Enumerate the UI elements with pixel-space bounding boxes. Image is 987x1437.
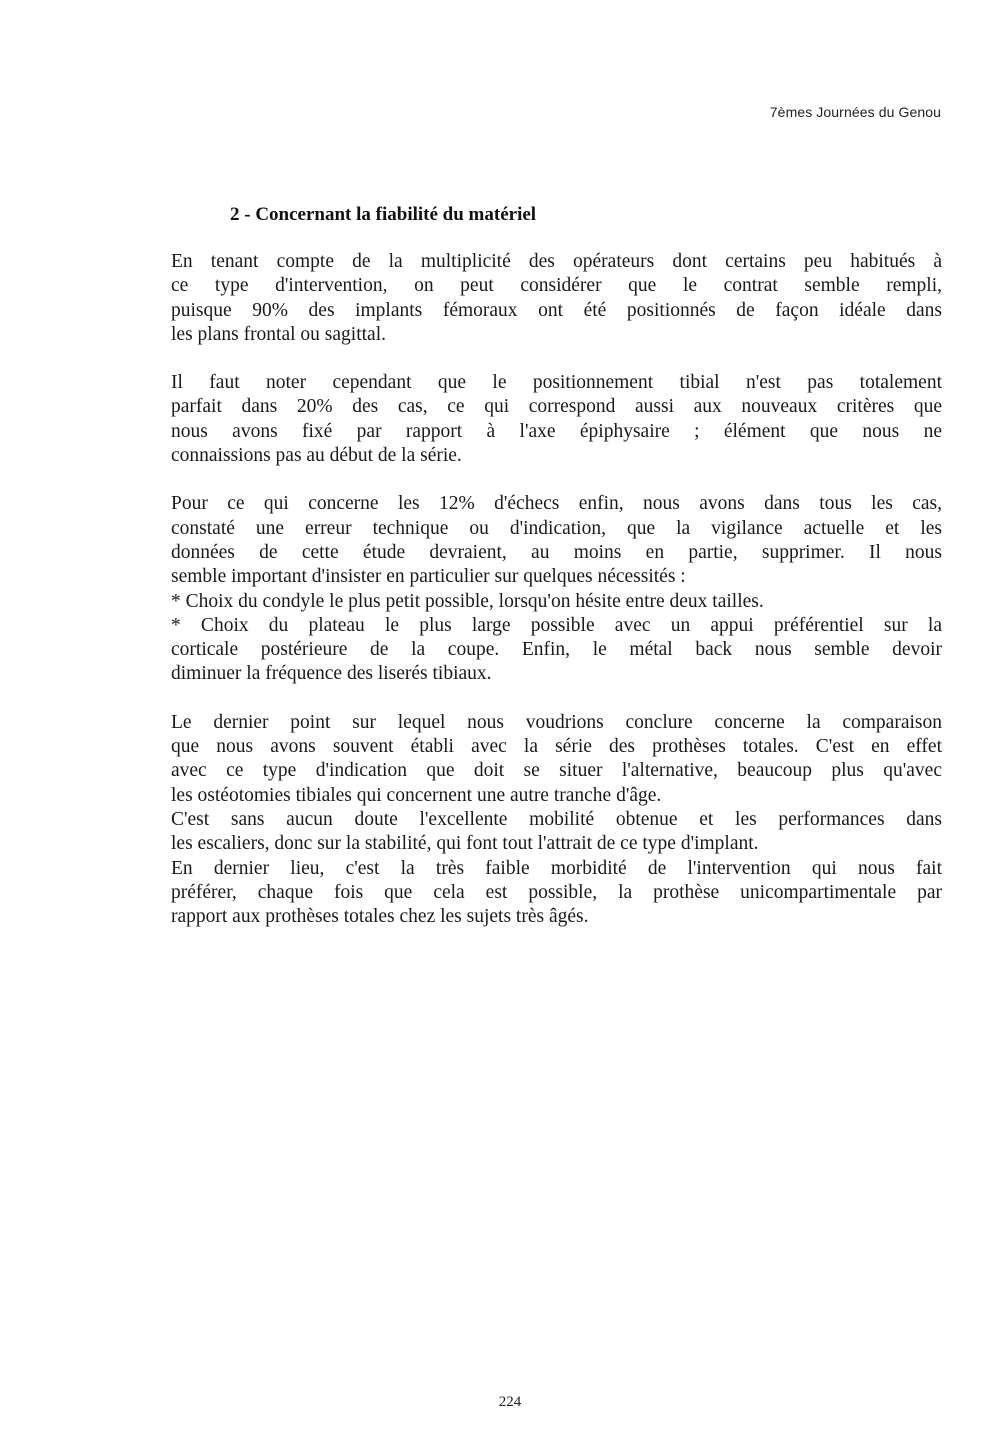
text-line: données de cette étude devraient, au moins en partie, supprimer. Il nous <box>171 541 942 563</box>
text-line: nous avons fixé par rapport à l'axe épiphysaire ; élément que nous ne <box>171 420 942 442</box>
text-line: En tenant compte de la multiplicité des opérateurs dont certains peu habitués à <box>171 251 942 272</box>
text-line: semble important d'insister en particulier sur quelques nécessités : <box>171 566 686 588</box>
running-header: 7èmes Journées du Genou <box>769 104 941 120</box>
text-line: Le dernier point sur lequel nous voudrions conclure concerne la comparaison <box>171 711 942 733</box>
bullet-item: * Choix du plateau le plus large possible avec un appui préférentiel sur la <box>171 614 942 636</box>
text-line: connaissions pas au début de la série. <box>171 445 462 467</box>
text-line: Pour ce qui concerne les 12% d'échecs enfin, nous avons dans tous les cas, <box>171 493 942 515</box>
paragraph-1 <box>171 250 942 347</box>
text-line: préférer, chaque fois que cela est possible, la prothèse unicompartimentale par <box>171 881 942 903</box>
text-line: diminuer la fréquence des liserés tibiaux. <box>171 663 492 685</box>
text-line: que nous avons souvent établi avec la série des prothèses totales. C'est en effet <box>171 736 942 758</box>
text-line: parfait dans 20% des cas, ce qui correspond aussi aux nouveaux critères que <box>171 396 942 418</box>
paragraph-2 <box>171 371 942 468</box>
paragraph-4 <box>171 711 942 930</box>
body-text <box>171 250 942 953</box>
text-line: En dernier lieu, c'est la très faible morbidité de l'intervention qui nous fait <box>171 857 942 879</box>
text-line: les escaliers, donc sur la stabilité, qui font tout l'attrait de ce type d'implant. <box>171 833 759 855</box>
section-title: 2 - Concernant la fiabilité du matériel <box>230 204 537 225</box>
text-line: avec ce type d'indication que doit se situer l'alternative, beaucoup plus qu'avec <box>171 760 942 782</box>
text-line: puisque 90% des implants fémoraux ont été positionnés de façon idéale dans <box>171 299 942 321</box>
page-number: 224 <box>498 1394 522 1410</box>
paragraph-3 <box>171 492 942 686</box>
text-line: les ostéotomies tibiales qui concernent une autre tranche d'âge. <box>171 784 662 806</box>
text-line: rapport aux prothèses totales chez les sujets très âgés. <box>171 906 589 928</box>
text-line: Il faut noter cependant que le positionnement tibial n'est pas totalement <box>171 372 942 394</box>
text-line: les plans frontal ou sagittal. <box>171 323 386 345</box>
text-line: constaté une erreur technique ou d'indication, que la vigilance actuelle et les <box>171 517 942 539</box>
text-line: corticale postérieure de la coupe. Enfin, le métal back nous semble devoir <box>171 639 942 661</box>
text-line: ce type d'intervention, on peut considérer que le contrat semble rempli, <box>171 275 942 297</box>
text-line: C'est sans aucun doute l'excellente mobilité obtenue et les performances dans <box>171 808 942 830</box>
bullet-item: * Choix du condyle le plus petit possible, lorsqu'on hésite entre deux tailles. <box>171 590 764 612</box>
